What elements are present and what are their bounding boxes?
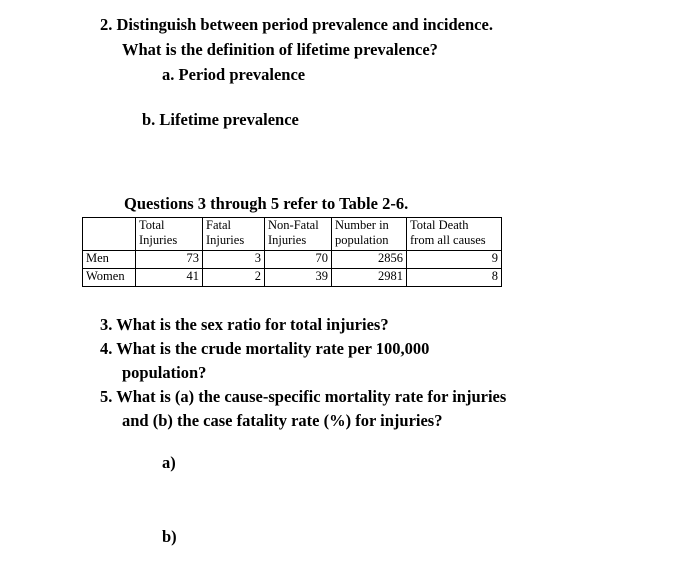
header-line-2: population: [335, 233, 389, 247]
question-5-line-2: and (b) the case fatality rate (%) for injuries?: [122, 411, 443, 430]
header-line-1: Total: [139, 218, 165, 232]
row-label-men: Men: [83, 251, 136, 269]
question-5-line-1: 5. What is (a) the cause-specific mortality rate for injuries: [100, 387, 507, 406]
table-header-row: [83, 218, 502, 251]
question-4-line-1: 4. What is the crude mortality rate per 100,000: [100, 339, 430, 358]
answer-slot-b: b): [162, 527, 177, 546]
question-4-line-2: population?: [122, 363, 207, 382]
question-2-line-2: What is the definition of lifetime prevalence?: [122, 40, 438, 59]
table-header-total-death: [407, 218, 502, 251]
header-line-2: Injuries: [139, 233, 178, 247]
cell-men-total-injuries: 73: [136, 251, 203, 269]
table-header-fatal-injuries: [203, 218, 265, 251]
question-2-line-1: 2. Distinguish between period prevalence and incidence.: [100, 15, 493, 34]
header-line-2: Injuries: [206, 233, 245, 247]
cell-men-population: 2856: [332, 251, 407, 269]
table-row: [83, 251, 502, 269]
question-2-sub-a: a. Period prevalence: [162, 65, 306, 84]
cell-men-fatal-injuries: 3: [203, 251, 265, 269]
questions-3-to-5-block: [100, 313, 670, 549]
header-line-1: Fatal: [206, 218, 231, 232]
injuries-table: [82, 217, 502, 287]
question-3: 3. What is the sex ratio for total injuries?: [100, 315, 389, 334]
cell-women-fatal-injuries: 2: [203, 269, 265, 287]
table-header-number-in-population: [332, 218, 407, 251]
table-caption: Questions 3 through 5 refer to Table 2-6.: [124, 194, 409, 213]
question-2-block: [100, 12, 660, 132]
header-line-1: Number in: [335, 218, 389, 232]
cell-women-nonfatal-injuries: 39: [265, 269, 332, 287]
header-line-2: from all causes: [410, 233, 486, 247]
table-corner-cell: [83, 218, 136, 251]
question-2-sub-b: b. Lifetime prevalence: [142, 110, 299, 129]
header-line-2: Injuries: [268, 233, 307, 247]
table-row: [83, 269, 502, 287]
cell-women-population: 2981: [332, 269, 407, 287]
header-line-1: Non-Fatal: [268, 218, 319, 232]
row-label-women: Women: [83, 269, 136, 287]
header-line-1: Total Death: [410, 218, 469, 232]
cell-men-total-death: 9: [407, 251, 502, 269]
table-header-total-injuries: [136, 218, 203, 251]
cell-women-total-injuries: 41: [136, 269, 203, 287]
cell-men-nonfatal-injuries: 70: [265, 251, 332, 269]
cell-women-total-death: 8: [407, 269, 502, 287]
table-header-nonfatal-injuries: [265, 218, 332, 251]
answer-slot-a: a): [162, 453, 176, 472]
